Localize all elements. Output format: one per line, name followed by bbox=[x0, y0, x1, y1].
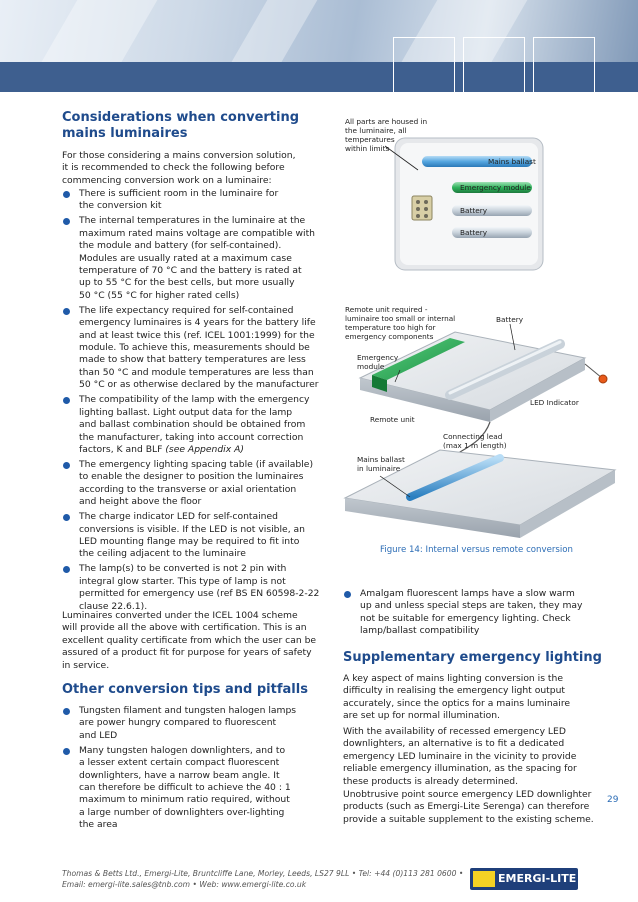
list-item: The compatibility of the lamp with the emergency lighting ballast. Light output data for the lamp and ballast combination should be obtained from the manufacturer, taking into account correction factors, K and BLF (see Appendix A) bbox=[62, 394, 322, 456]
section-title-tips: Other conversion tips and pitfalls bbox=[62, 682, 308, 697]
label-remote-unit: Remote unit bbox=[370, 415, 415, 424]
section-title-supplementary: Supplementary emergency lighting bbox=[343, 650, 602, 665]
internal-note: All parts are housed in the luminaire, all temperatures within limits bbox=[345, 117, 428, 153]
label-battery-1: Battery bbox=[460, 206, 488, 215]
led-indicator-icon bbox=[599, 375, 607, 383]
supplementary-paragraph-1: A key aspect of mains lighting conversion is the difficulty in realising the emergency light output accurately, since the optics for a mains luminaire are set up for normal illumination. bbox=[343, 673, 571, 722]
label-led-indicator: LED Indicator bbox=[530, 398, 579, 407]
supplementary-paragraph-2: With the availability of recessed emergency LED downlighters, an alternative is to fit a dedicated emergency LED luminaire in the vicinity to provide reliable emergency illumination, as the spacing for these products is already determined. bbox=[343, 726, 577, 787]
list-item: The life expectancy required for self-contained emergency luminaires is 4 years for the battery life and at least twice this (ref. ICEL 1001:1999) for the module. To achieve this, measurements should be made to show that battery temperatures are less than 50 °C and module temperatures are less than 50 °C or as otherwise declared by the manufacturer bbox=[62, 305, 322, 392]
list-item: The internal temperatures in the luminaire at the maximum rated mains voltage are compatible with the module and battery (for self-contained). Modules are usually rated at a maximum case temperature of 70 °C and the battery is rated at up to 55 °C for the best cells, but more usually 50 °C (55 °C for higher rated cells) bbox=[62, 215, 322, 302]
label-connecting-lead: Connecting lead (max 1 m length) bbox=[443, 432, 507, 450]
page-number: 29 bbox=[607, 795, 619, 805]
remote-required-note: Remote unit required - luminaire too small or internal temperature too high for emergency components bbox=[345, 305, 456, 341]
label-mains-ballast: Mains ballast bbox=[488, 157, 536, 166]
footer-contact: Thomas & Betts Ltd., Emergi-Lite, Bruntcliffe Lane, Morley, Leeds, LS27 9LL • Tel: +44 (0)113 281 0600 • Email: emergi-lite.sales@tnb.com • Web: www.emergi-lite.co.uk bbox=[62, 869, 464, 889]
list-item: Amalgam fluorescent lamps have a slow warm up and unless special steps are taken, they may not be suitable for emergency lighting. Check lamp/ballast compatibility bbox=[343, 588, 608, 638]
label-remote-battery: Battery bbox=[496, 315, 524, 324]
section-title-considerations: Considerations when converting mains luminaires bbox=[62, 110, 300, 141]
amalgam-list bbox=[343, 588, 608, 640]
label-luminaire-ballast: Mains ballast in luminaire bbox=[357, 455, 405, 473]
label-emergency-module: Emergency module bbox=[460, 183, 531, 192]
emergi-lite-logo: EMERGI-LITE bbox=[470, 868, 578, 890]
label-remote-emergency-module: Emergency module bbox=[357, 353, 399, 371]
intro-paragraph: For those considering a mains conversion solution, it is recommended to check the following before commencing conversion work on a luminaire: bbox=[62, 150, 296, 186]
tips-list bbox=[62, 705, 322, 834]
considerations-list bbox=[62, 188, 322, 616]
header-banner bbox=[0, 0, 638, 92]
list-item: Many tungsten halogen downlighters, and to a lesser extent certain compact fluorescent downlighters, have a narrow beam angle. It can therefore be difficult to achieve the 40 : 1 maximum to minimum ratio required, without a large number of downlighters over-lighting the area bbox=[62, 745, 322, 832]
list-item: The charge indicator LED for self-contained conversions is visible. If the LED is not visible, an LED mounting flange may be required to fit into the ceiling adjacent to the luminaire bbox=[62, 511, 322, 561]
terminal-block-icon bbox=[412, 196, 432, 220]
supplementary-paragraph-3: Unobtrusive point source emergency LED downlighter products (such as Emergi-Lite Serenga) can therefore provide a suitable supplement to the existing scheme. bbox=[343, 789, 594, 825]
list-item: Tungsten filament and tungsten halogen lamps are power hungry compared to fluorescent and LED bbox=[62, 705, 322, 742]
list-item: There is sufficient room in the luminaire for the conversion kit bbox=[62, 188, 322, 213]
logo-mark-icon bbox=[473, 871, 495, 887]
figure-caption: Figure 14: Internal versus remote conversion bbox=[380, 545, 573, 555]
closing-paragraph: Luminaires converted under the ICEL 1004 scheme will provide all the above with certification. This is an excellent quality certificate from which the user can be assured of a product fit for purpose for years of safety in service. bbox=[62, 610, 317, 671]
list-item: The lamp(s) to be converted is not 2 pin with integral glow starter. This type of lamp is not permitted for emergency use (ref BS EN 60598-2-22 clause 22.6.1). bbox=[62, 563, 322, 613]
label-battery-2: Battery bbox=[460, 228, 488, 237]
list-item: The emergency lighting spacing table (if available) to enable the designer to position the luminaires according to the transverse or axial orientation and height above the floor bbox=[62, 459, 322, 509]
